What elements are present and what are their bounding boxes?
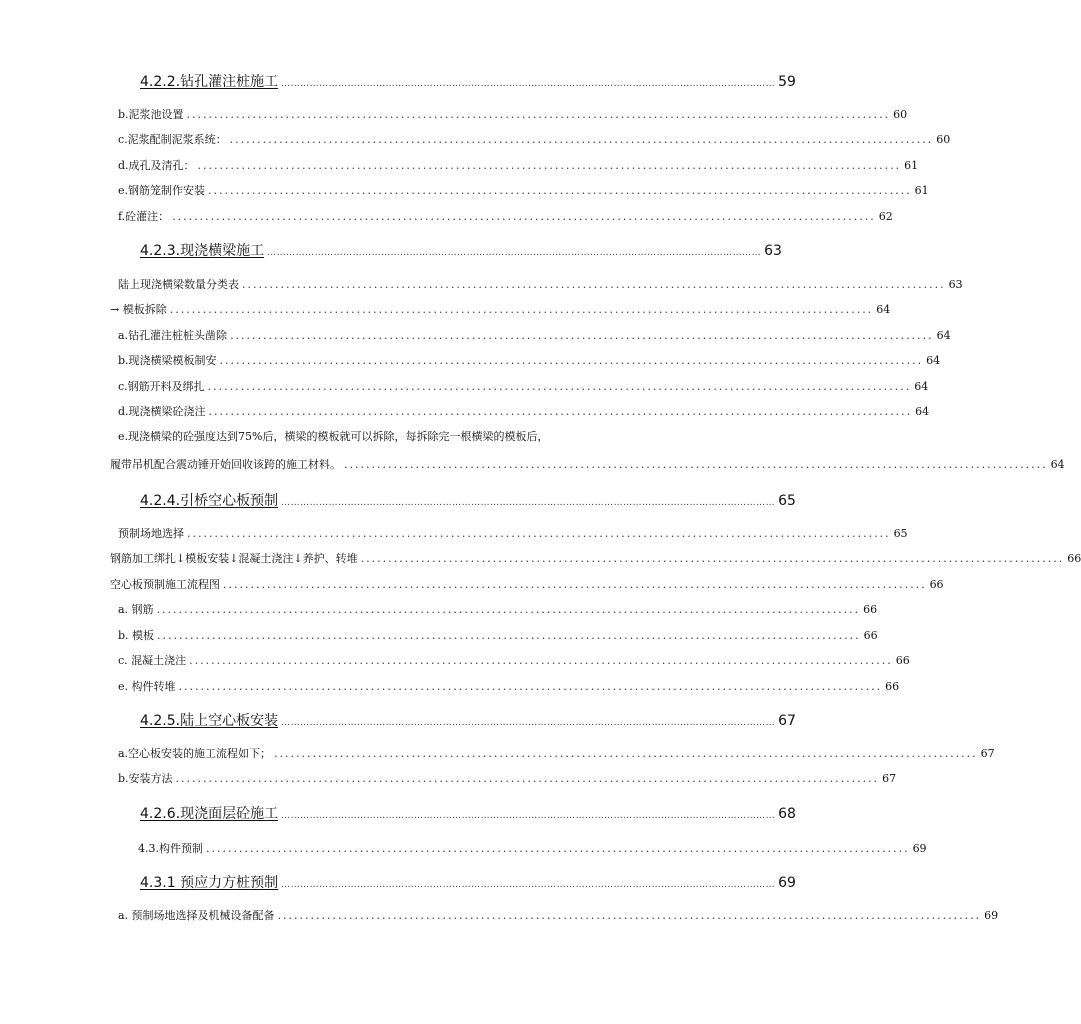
toc-entry-title: 空心板预制施工流程图 [110,578,220,591]
toc-entry-title: 4.2.6.现浇面层砼施工 [140,806,279,822]
toc-entry[interactable]: a.钻孔灌注桩桩头凿除 ................................................................................................................................ 64 [118,329,951,342]
toc-entry-page: 64 [876,303,891,316]
toc-entry[interactable]: d.成孔及清孔： ................................................................................................................................ 61 [118,159,919,172]
toc-entry-page: 64 [926,354,941,367]
toc-entry-title: a. 预制场地选择及机械设备配备 [118,909,275,922]
toc-entry-heading[interactable]: 4.2.3.现浇横梁施工 ………………………………………………………………………………………………………………………………………… 63 [140,240,616,260]
toc-entry-title: 4.2.5.陆上空心板安装 [140,713,279,729]
toc-entry-heading[interactable]: 4.2.5.陆上空心板安装 ………………………………………………………………………………………………………………………………………… 67 [140,710,616,730]
toc-entry[interactable]: b.安装方法 ................................................................................................................................ 67 [118,772,897,785]
toc-entry-page: 69 [912,842,927,855]
toc-entry-title: d.现浇横梁砼浇注 [118,405,206,418]
toc-entry-wrapped-line[interactable]: e.现浇横梁的砼强度达到75%后，横梁的模板就可以拆除，每拆除完一根横梁的模板后， [118,430,549,443]
toc-entry-title: c.泥浆配制泥浆系统： [118,133,227,146]
toc-entry-title: 4.2.2.钻孔灌注桩施工 [140,74,279,90]
toc-entry-page: 61 [914,184,929,197]
toc-entry-page: 59 [778,74,796,90]
toc-entry-page: 65 [778,493,796,509]
toc-entry-page: 65 [893,527,908,540]
toc-entry-title: b. 模板 [118,629,155,642]
toc-entry-title: 4.2.4.引桥空心板预制 [140,493,279,509]
toc-entry[interactable]: 空心板预制施工流程图 ................................................................................................................................ 66 [110,578,944,591]
toc-entry[interactable]: d.现浇横梁砼浇注 ................................................................................................................................ 64 [118,405,930,418]
toc-entry-heading[interactable]: 4.2.2.钻孔灌注桩施工 ………………………………………………………………………………………………………………………………………… 59 [140,71,616,91]
toc-entry-page: 63 [764,243,782,259]
toc-entry[interactable]: c. 混凝土浇注 ................................................................................................................................ 66 [118,654,910,667]
toc-entry[interactable]: e. 构件转堆 ................................................................................................................................ 66 [118,680,900,693]
toc-entry[interactable]: b. 模板 ................................................................................................................................ 66 [118,629,878,642]
toc-entry-page: 60 [893,108,908,121]
toc-entry[interactable]: e.钢筋笼制作安装 ................................................................................................................................ 61 [118,184,929,197]
toc-entry-page: 64 [914,380,929,393]
toc-entry-page: 66 [929,578,944,591]
toc-entry-heading[interactable]: 4.2.6.现浇面层砼施工 ………………………………………………………………………………………………………………………………………… 68 [140,803,616,823]
toc-entry-title: a. 钢筋 [118,603,154,616]
toc-entry[interactable]: b.现浇横梁模板制安 ................................................................................................................................ 64 [118,354,941,367]
toc-entry-title: f.砼灌注： [118,210,170,223]
toc-entry-title: a.钻孔灌注桩桩头凿除 [118,329,228,342]
toc-entry[interactable]: 履带吊机配合震动锤开始回收该跨的施工材料。 ................................................................................................................................ 64 [110,458,1065,471]
toc-entry-page: 66 [885,680,900,693]
toc-entry-title: b.安装方法 [118,772,173,785]
toc-entry-title: b.泥浆池设置 [118,108,184,121]
toc-entry[interactable]: a. 预制场地选择及机械设备配备 ................................................................................................................................ 69 [118,909,999,922]
toc-entry-heading[interactable]: 4.3.1 预应力方桩预制 ………………………………………………………………………………………………………………………………………… 69 [140,872,616,892]
toc-entry-title: c.钢筋开料及绑扎 [118,380,205,393]
toc-entry-page: 61 [904,159,919,172]
toc-entry-page: 68 [778,806,796,822]
toc-entry[interactable]: a. 钢筋 ................................................................................................................................ 66 [118,603,878,616]
toc-entry-page: 66 [895,654,910,667]
toc-entry-page: 64 [915,405,930,418]
toc-entry-title: a.空心板安装的施工流程如下； [118,747,272,760]
toc-entry-title: 陆上现浇横梁数量分类表 [118,278,239,291]
toc-entry-page: 63 [948,278,963,291]
toc-entry-page: 69 [778,875,796,891]
toc-entry-page: 66 [863,629,878,642]
toc-entry[interactable]: c.钢筋开料及绑扎 ................................................................................................................................ 64 [118,380,929,393]
toc-entry-page: 66 [1067,552,1081,565]
toc-entry-heading[interactable]: 4.2.4.引桥空心板预制 ………………………………………………………………………………………………………………………………………… 65 [140,490,616,510]
toc-entry-page: 67 [882,772,897,785]
toc-entry-page: 69 [984,909,999,922]
toc-entry[interactable]: f.砼灌注： ................................................................................................................................ 62 [118,210,893,223]
toc-entry[interactable]: 预制场地选择 ................................................................................................................................ 65 [118,527,908,540]
toc-entry[interactable]: 钢筋加工绑扎↓模板安装↓混凝土浇注↓养护、转堆 ................................................................................................................................ 66 [110,552,1081,565]
toc-entry-page: 62 [878,210,893,223]
toc-entry[interactable]: 4.3.构件预制 ................................................................................................................................ 69 [138,842,927,855]
toc-entry-page: 67 [980,747,995,760]
toc-entry-title: 钢筋加工绑扎↓模板安装↓混凝土浇注↓养护、转堆 [110,552,358,565]
toc-entry-title: 4.3.1 预应力方桩预制 [140,875,279,891]
toc-entry-title: e.钢筋笼制作安装 [118,184,206,197]
toc-entry-page: 64 [936,329,951,342]
toc-entry[interactable]: 陆上现浇横梁数量分类表 ................................................................................................................................ 63 [118,278,963,291]
toc-entry-title: 4.2.3.现浇横梁施工 [140,243,265,259]
toc-entry-title: → 模板拆除 [110,303,167,316]
toc-entry[interactable]: a.空心板安装的施工流程如下； ................................................................................................................................ 67 [118,747,995,760]
toc-entry-title: e. 构件转堆 [118,680,176,693]
toc-entry[interactable]: → 模板拆除 ................................................................................................................................ 64 [110,303,891,316]
toc-entry-page: 64 [1050,458,1065,471]
toc-entry-page: 67 [778,713,796,729]
toc-entry-title: 履带吊机配合震动锤开始回收该跨的施工材料。 [110,458,341,471]
toc-entry[interactable]: c.泥浆配制泥浆系统： ................................................................................................................................ 60 [118,133,951,146]
toc-entry-title: c. 混凝土浇注 [118,654,187,667]
toc-entry-title: 预制场地选择 [118,527,184,540]
toc-entry-title: 4.3.构件预制 [138,842,203,855]
toc-entry-page: 60 [936,133,951,146]
toc-entry-page: 66 [863,603,878,616]
toc-entry-title: d.成孔及清孔： [118,159,195,172]
toc-entry-title: b.现浇横梁模板制安 [118,354,217,367]
toc-entry[interactable]: b.泥浆池设置 ................................................................................................................................ 60 [118,108,908,121]
